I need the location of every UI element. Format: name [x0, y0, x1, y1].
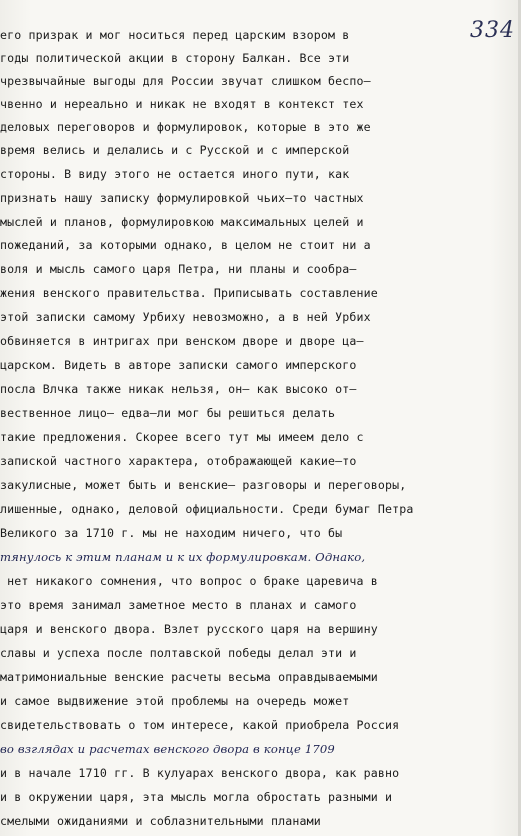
text-line: матримониальные венские расчеты весьма оправдываемыми [0, 670, 378, 684]
page-number: 334 [470, 18, 515, 43]
text-line: годы политической акции в сторону Балкан. Все эти [0, 51, 350, 65]
text-line: смелыми ожиданиями и соблазнительными планами [0, 814, 321, 828]
text-line: стороны. В виду этого не остается иного пути, как [0, 167, 350, 181]
text-line: жения венского правительства. Приписывать составление [0, 286, 378, 300]
text-line: обвиняется в интригах при венском дворе и дворе ца– [0, 334, 364, 348]
handwritten-line: во взглядах и расчетах венского двора в конце 1709 [0, 742, 335, 756]
text-line: и в начале 1710 гг. В кулуарах венского двора, как равно [0, 766, 400, 780]
text-line: этой записки самому Урбиху невозможно, а в ней Урбих [0, 310, 371, 324]
text-line: мыслей и планов, формулировкою максимальных целей и [0, 215, 364, 229]
text-line: славы и успеха после полтавской победы делал эти и [0, 646, 357, 660]
text-line: и в окружении царя, эта мысль могла обростать разными и [0, 790, 393, 804]
text-line: закулисные, может быть и венские– разговоры и переговоры, [0, 478, 407, 492]
text-line: вественное лицо– едва–ли мог бы решиться делать [0, 406, 336, 420]
text-line: такие предложения. Скорее всего тут мы имеем дело с [0, 430, 364, 444]
text-line: Великого за 1710 г. мы не находим ничего, что бы [0, 526, 343, 540]
text-line: это время занимал заметное место в планах и самого [0, 598, 357, 612]
text-line: деловых переговоров и формулировок, которые в это же [0, 120, 371, 134]
text-line: посла Влчка также никак нельзя, он– как высоко от– [0, 382, 357, 396]
text-line: запиской частного характера, отображающей какие–то [0, 454, 357, 468]
text-line: признать нашу записку формулировкой чьих–то частных [0, 191, 364, 205]
text-line: свидетельствовать о том интересе, какой приобрела Россия [0, 718, 400, 732]
text-line: пожеданий, за которыми однако, в целом не стоит ни а [0, 238, 371, 252]
text-line: воля и мысль самого царя Петра, ни планы и сообра– [0, 262, 357, 276]
text-line: царя и венского двора. Взлет русского царя на вершину [0, 622, 378, 636]
text-line: его призрак и мог носиться перед царским взором в [0, 28, 350, 42]
text-line: и самое выдвижение этой проблемы на очередь может [0, 694, 350, 708]
text-line: время велись и делались и с Русской и с имперской [0, 143, 350, 157]
text-line: царском. Видеть в авторе записки самого имперского [0, 358, 357, 372]
text-line: лишенные, однако, деловой официальности. Среди бумаг Петра [0, 502, 414, 516]
text-line: нет никакого сомнения, что вопрос о браке царевича в [0, 574, 378, 588]
handwritten-line: тянулось к этим планам и к их формулировкам. Однако, [0, 550, 366, 564]
text-line: чрезвычайные выгоды для России звучат слишком беспо– [0, 74, 371, 88]
text-line: чвенно и нереально и никак не входят в контекст тех [0, 97, 364, 111]
